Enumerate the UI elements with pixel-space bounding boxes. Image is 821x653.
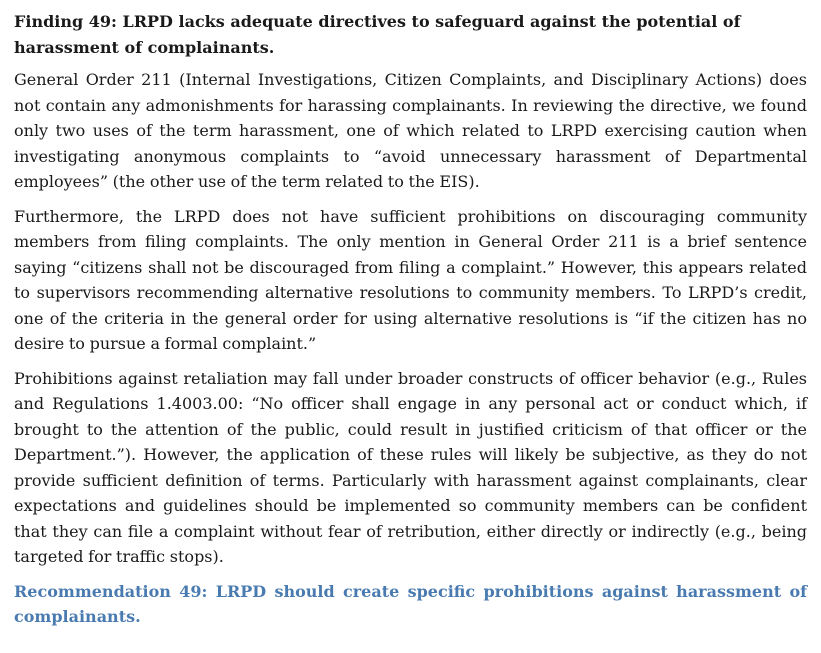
paragraph-retaliation: Prohibitions against retaliation may fall under broader constructs of officer behavior (e.g., Rules and Regulations 1.4003.00: “No officer shall engage in any personal act or conduct which, if brought to the attention of the public, could result in justified criticism of that officer or the Department.”). However, the application of these rules will likely be subjective, as they do not provide sufficient definition of terms. Particularly with harassment against complainants, clear expectations and guidelines should be implemented so community members can be confident that they can file a complaint without fear of retribution, either directly or indirectly (e.g., being targeted for traffic stops). — [14, 368, 807, 566]
paragraph-discouraging-complaints: Furthermore, the LRPD does not have sufficient prohibitions on discouraging community members from filing complaints. The only mention in General Order 211 is a brief sentence saying “citizens shall not be discouraged from filing a complaint.” However, this appears related to supervisors recommending alternative resolutions to community members. To LRPD’s credit, one of the criteria in the general order for using alternative resolutions is “if the citizen has no desire to pursue a formal complaint.” — [14, 206, 807, 353]
recommendation-heading: Recommendation 49: LRPD should create specific prohibitions against harassment of complainants. — [14, 581, 807, 626]
paragraph-general-order: General Order 211 (Internal Investigations, Citizen Complaints, and Disciplinary Actions) does not contain any admonishments for harassing complainants. In reviewing the directive, we found only two uses of the term harassment, one of which related to LRPD exercising caution when investigating anonymous complaints to “avoid unnecessary harassment of Departmental employees” (the other use of the term related to the EIS). — [14, 70, 807, 191]
finding-heading: Finding 49: LRPD lacks adequate directives to safeguard against the potential of harassment of complainants. — [14, 12, 741, 57]
